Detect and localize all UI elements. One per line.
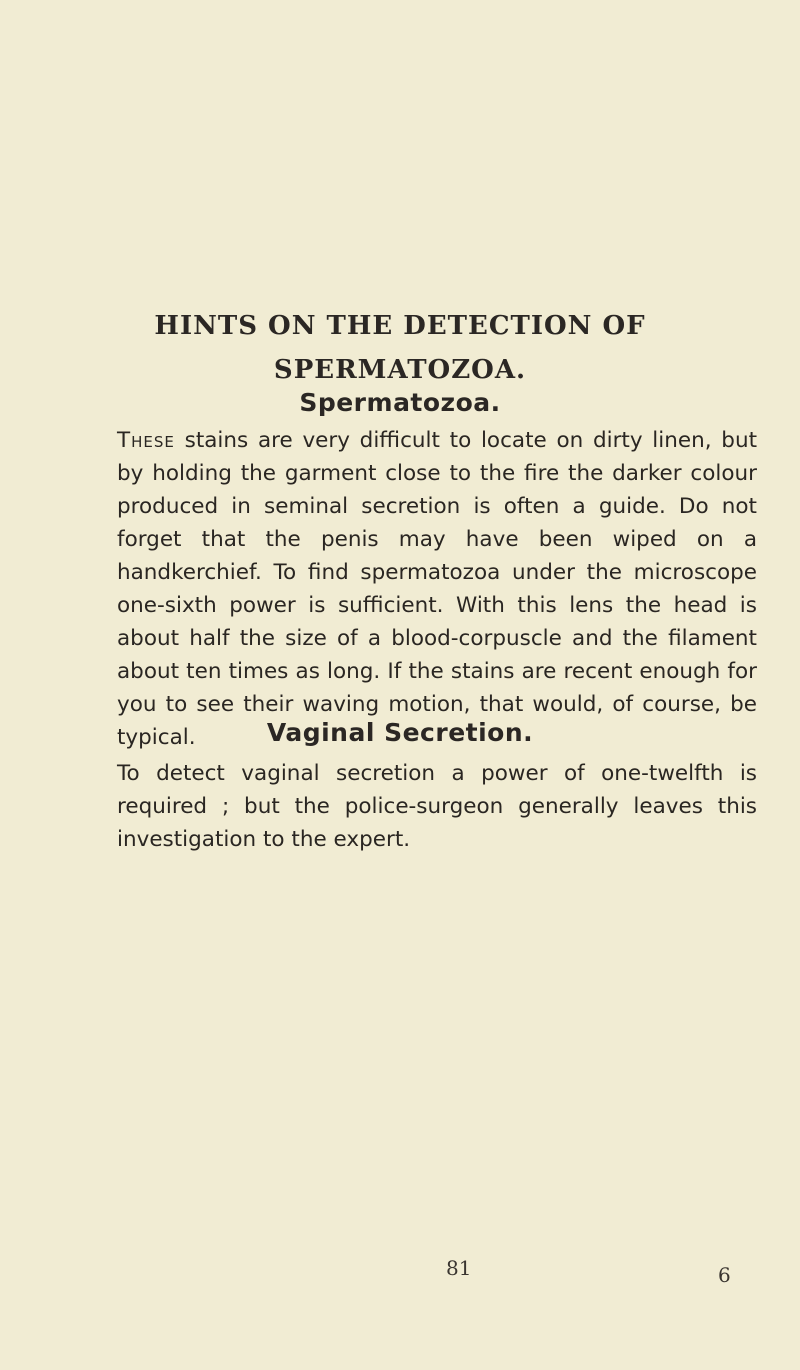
paragraph-body: stains are very difficult to locate on dirty linen, but by holding the garment close to the fire the darker colour produced in seminal secretion is often a guide. Do not forget that the penis may have been wiped on a handkerchief. To find spermatozoa under the microscope one-sixth power is sufficient. With this lens the head is about half the size of a blood-corpuscle and the filament about ten times as long. If the stains are recent enough for you to see their waving motion, that would, of course, be typical. [117,428,757,750]
page-title-line-1: HINTS ON THE DETECTION OF [154,311,646,341]
paragraph-spermatozoa [117,424,757,754]
page-title-line-2: SPERMATOZOA. [273,355,527,385]
signature-mark: 81 [446,1256,472,1280]
paragraph-lead-word: These [117,428,175,453]
section-heading-spermatozoa: Spermatozoa. [299,388,501,417]
page-number: 6 [718,1263,731,1287]
paragraph-vaginal-secretion: To detect vaginal secretion a power of one-twelfth is required ; but the police-surgeon generally leaves this investigation to the expert. [117,761,757,852]
section-heading-vaginal-secretion: Vaginal Secretion. [266,718,534,747]
